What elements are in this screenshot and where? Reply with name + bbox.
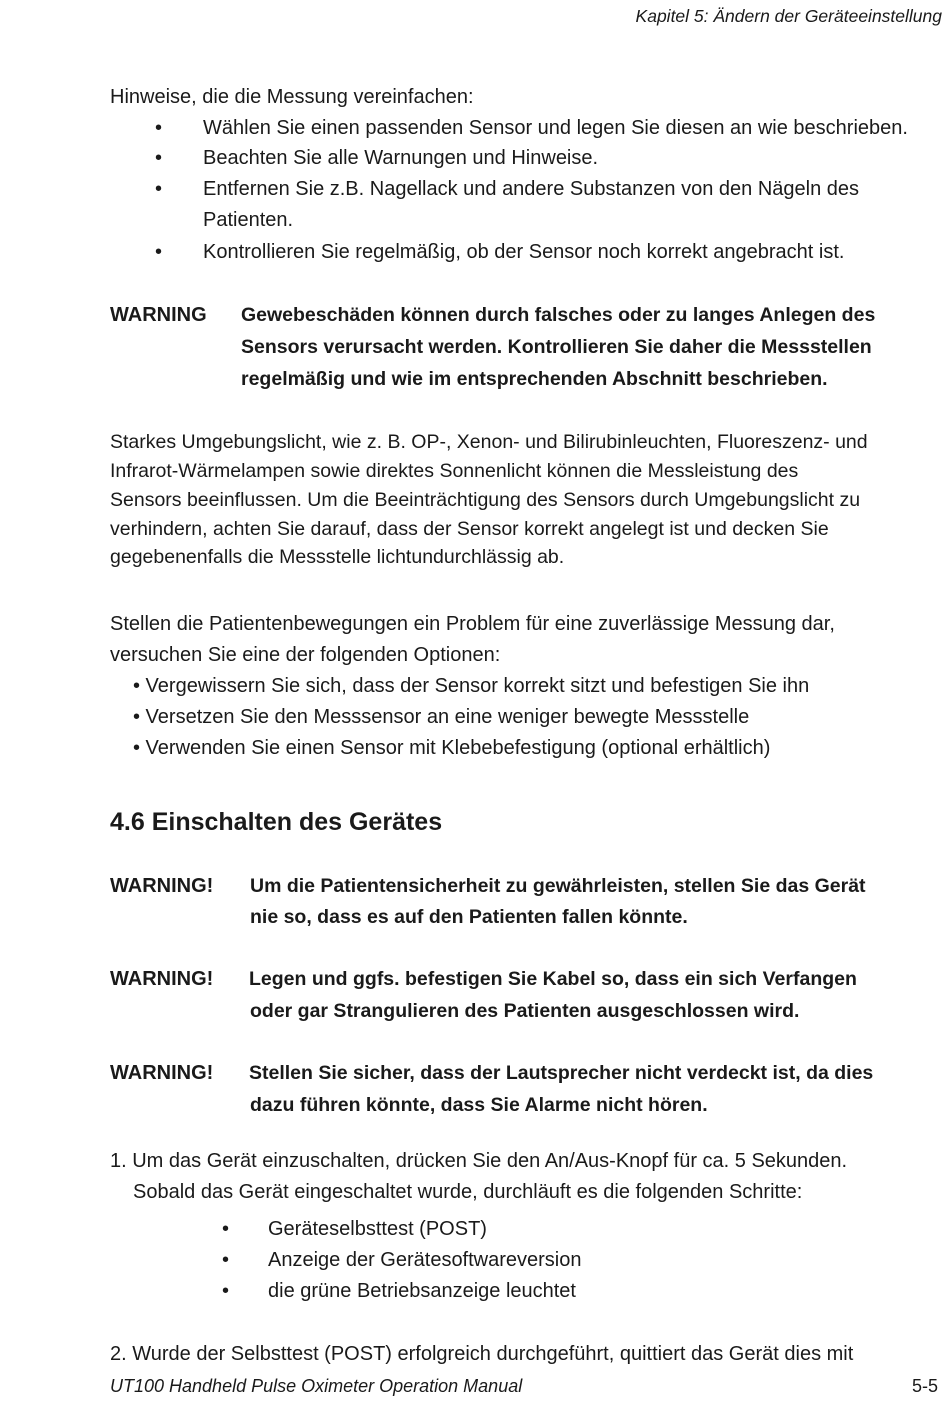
bullet-icon: • <box>155 147 163 169</box>
bullet-icon: • <box>155 241 163 263</box>
step-line: 2. Wurde der Selbsttest (POST) erfolgreich durchgeführt, quittiert das Gerät dies mit <box>110 1343 854 1365</box>
bullet-icon: • <box>222 1249 230 1271</box>
step-line: 1. Um das Gerät einzuschalten, drücken Sie den An/Aus-Knopf für ca. 5 Sekunden. <box>110 1150 848 1172</box>
step-line: Sobald das Gerät eingeschaltet wurde, durchläuft es die folgenden Schritte: <box>133 1181 803 1203</box>
list-item: die grüne Betriebsanzeige leuchtet <box>268 1280 576 1302</box>
paragraph-line: Sensors beeinflussen. Um die Beeinträchtigung des Sensors durch Umgebungslicht zu <box>110 489 861 511</box>
warning-label: WARNING! <box>110 968 214 990</box>
list-item: • Versetzen Sie den Messsensor an eine weniger bewegte Messstelle <box>133 706 750 728</box>
list-item: • Verwenden Sie einen Sensor mit Klebebefestigung (optional erhältlich) <box>133 737 771 759</box>
footer-page-number: 5-5 <box>911 1376 938 1396</box>
warning-label: WARNING! <box>110 1062 214 1084</box>
paragraph-line: Starkes Umgebungslicht, wie z. B. OP-, Xenon- und Bilirubinleuchten, Fluoreszenz- und <box>110 431 868 453</box>
paragraph-line: gegebenenfalls die Messstelle lichtundurchlässig ab. <box>110 546 565 568</box>
bullet-icon: • <box>222 1218 230 1240</box>
warning-text-line: Sensors verursacht werden. Kontrollieren Sie daher die Messstellen <box>241 336 872 358</box>
paragraph-line: Stellen die Patientenbewegungen ein Problem für eine zuverlässige Messung dar, <box>110 613 835 635</box>
intro-lead: Hinweise, die die Messung vereinfachen: <box>110 86 474 108</box>
warning-text-line: nie so, dass es auf den Patienten fallen könnte. <box>250 906 688 928</box>
section-heading: 4.6 Einschalten des Gerätes <box>110 808 443 836</box>
warning-label: WARNING <box>110 304 207 326</box>
footer-manual-title: UT100 Handheld Pulse Oximeter Operation Manual <box>110 1376 523 1396</box>
list-item: Kontrollieren Sie regelmäßig, ob der Sensor noch korrekt angebracht ist. <box>203 241 845 263</box>
warning-text-line: Legen und ggfs. befestigen Sie Kabel so, dass ein sich Verfangen <box>249 968 857 990</box>
list-item-continuation: Patienten. <box>203 209 294 231</box>
paragraph-line: Infrarot-Wärmelampen sowie direktes Sonnenlicht können die Messleistung des <box>110 460 799 482</box>
list-item: • Vergewissern Sie sich, dass der Sensor korrekt sitzt und befestigen Sie ihn <box>133 675 810 697</box>
warning-text-line: Gewebeschäden können durch falsches oder zu langes Anlegen des <box>241 304 876 326</box>
warning-text-line: Um die Patientensicherheit zu gewährleisten, stellen Sie das Gerät <box>250 875 866 897</box>
paragraph-line: versuchen Sie eine der folgenden Optionen: <box>110 644 501 666</box>
list-item: Wählen Sie einen passenden Sensor und legen Sie diesen an wie beschrieben. <box>203 117 908 139</box>
list-item: Entfernen Sie z.B. Nagellack und andere Substanzen von den Nägeln des <box>203 178 859 200</box>
list-item: Anzeige der Gerätesoftwareversion <box>268 1249 582 1271</box>
bullet-icon: • <box>155 117 163 139</box>
list-item: Beachten Sie alle Warnungen und Hinweise. <box>203 147 599 169</box>
warning-label: WARNING! <box>110 875 214 897</box>
warning-text-line: Stellen Sie sicher, dass der Lautsprecher nicht verdeckt ist, da dies <box>249 1062 874 1084</box>
running-header: Kapitel 5: Ändern der Geräteeinstellung <box>635 6 942 26</box>
warning-text-line: oder gar Strangulieren des Patienten ausgeschlossen wird. <box>250 1000 800 1022</box>
paragraph-line: verhindern, achten Sie darauf, dass der Sensor korrekt angelegt ist und decken Sie <box>110 518 829 540</box>
warning-text-line: regelmäßig und wie im entsprechenden Abschnitt beschrieben. <box>241 368 828 390</box>
bullet-icon: • <box>155 178 163 200</box>
bullet-icon: • <box>222 1280 230 1302</box>
warning-text-line: dazu führen könnte, dass Sie Alarme nicht hören. <box>250 1094 708 1116</box>
list-item: Geräteselbsttest (POST) <box>268 1218 487 1240</box>
